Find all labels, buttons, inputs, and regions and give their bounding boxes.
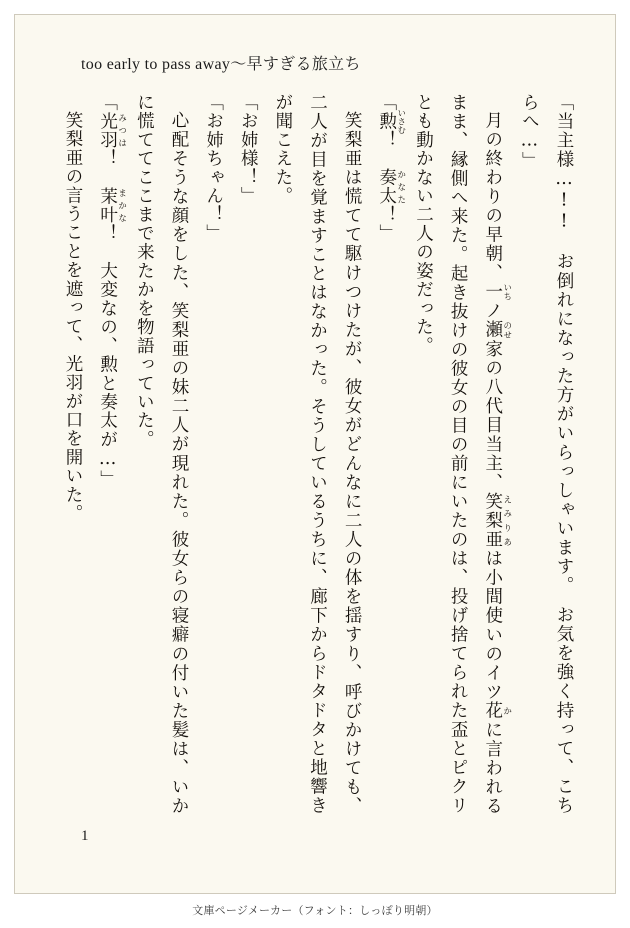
footer-credit: 文庫ページメーカー（フォント：しっぽり明朝） bbox=[192, 904, 438, 917]
paragraph: 月の終わりの早朝、一 いちノ瀬 のせ家の八代目当主、笑梨亜 えみりあは小間使いのイツ花 かに言われるまま、縁側へ来た。起き抜けの彼女の目の前にいたのは、投げ捨てられた盃とピクリとも動かない二人の姿だった。 bbox=[413, 93, 512, 816]
vertical-text-block bbox=[63, 93, 581, 816]
paragraph: 「光羽 みつは！ 茉叶 まかな！ 大変なの、勲と奏太が…」 bbox=[97, 93, 127, 489]
page-title: too early to pass away〜早すぎる旅立ち bbox=[81, 56, 361, 73]
paragraph: 「当主様…!! お倒れになった方がいらっしゃいます。 お気を強く持って、こちらへ…」 bbox=[519, 93, 574, 815]
paragraph: 「勲 いさむ！ 奏太 かなた！」 bbox=[376, 93, 406, 243]
paragraph: 心配そうな顔をした、笑梨亜の妹二人が現れた。彼女らの寝癖の付いた髪は、いかに慌ててここまで来たかを物語っていた。 bbox=[134, 93, 189, 815]
novel-page-sheet bbox=[14, 14, 616, 894]
paragraph: 笑梨亜の言うことを遮って、光羽が口を開いた。 bbox=[63, 110, 84, 523]
page-number: 1 bbox=[81, 828, 89, 844]
paragraph: 笑梨亜は慌てて駆けつけたが、彼女がどんなに二人の体を揺すり、呼びかけても、二人が目を覚ますことはなかった。そうしているうちに、廊下からドタドタと地響きが聞こえた。 bbox=[272, 93, 363, 815]
paragraph: 「お姉ちゃん！」 bbox=[203, 93, 224, 243]
paragraph: 「お姉様！」 bbox=[238, 93, 259, 206]
body-text-area bbox=[63, 93, 581, 816]
